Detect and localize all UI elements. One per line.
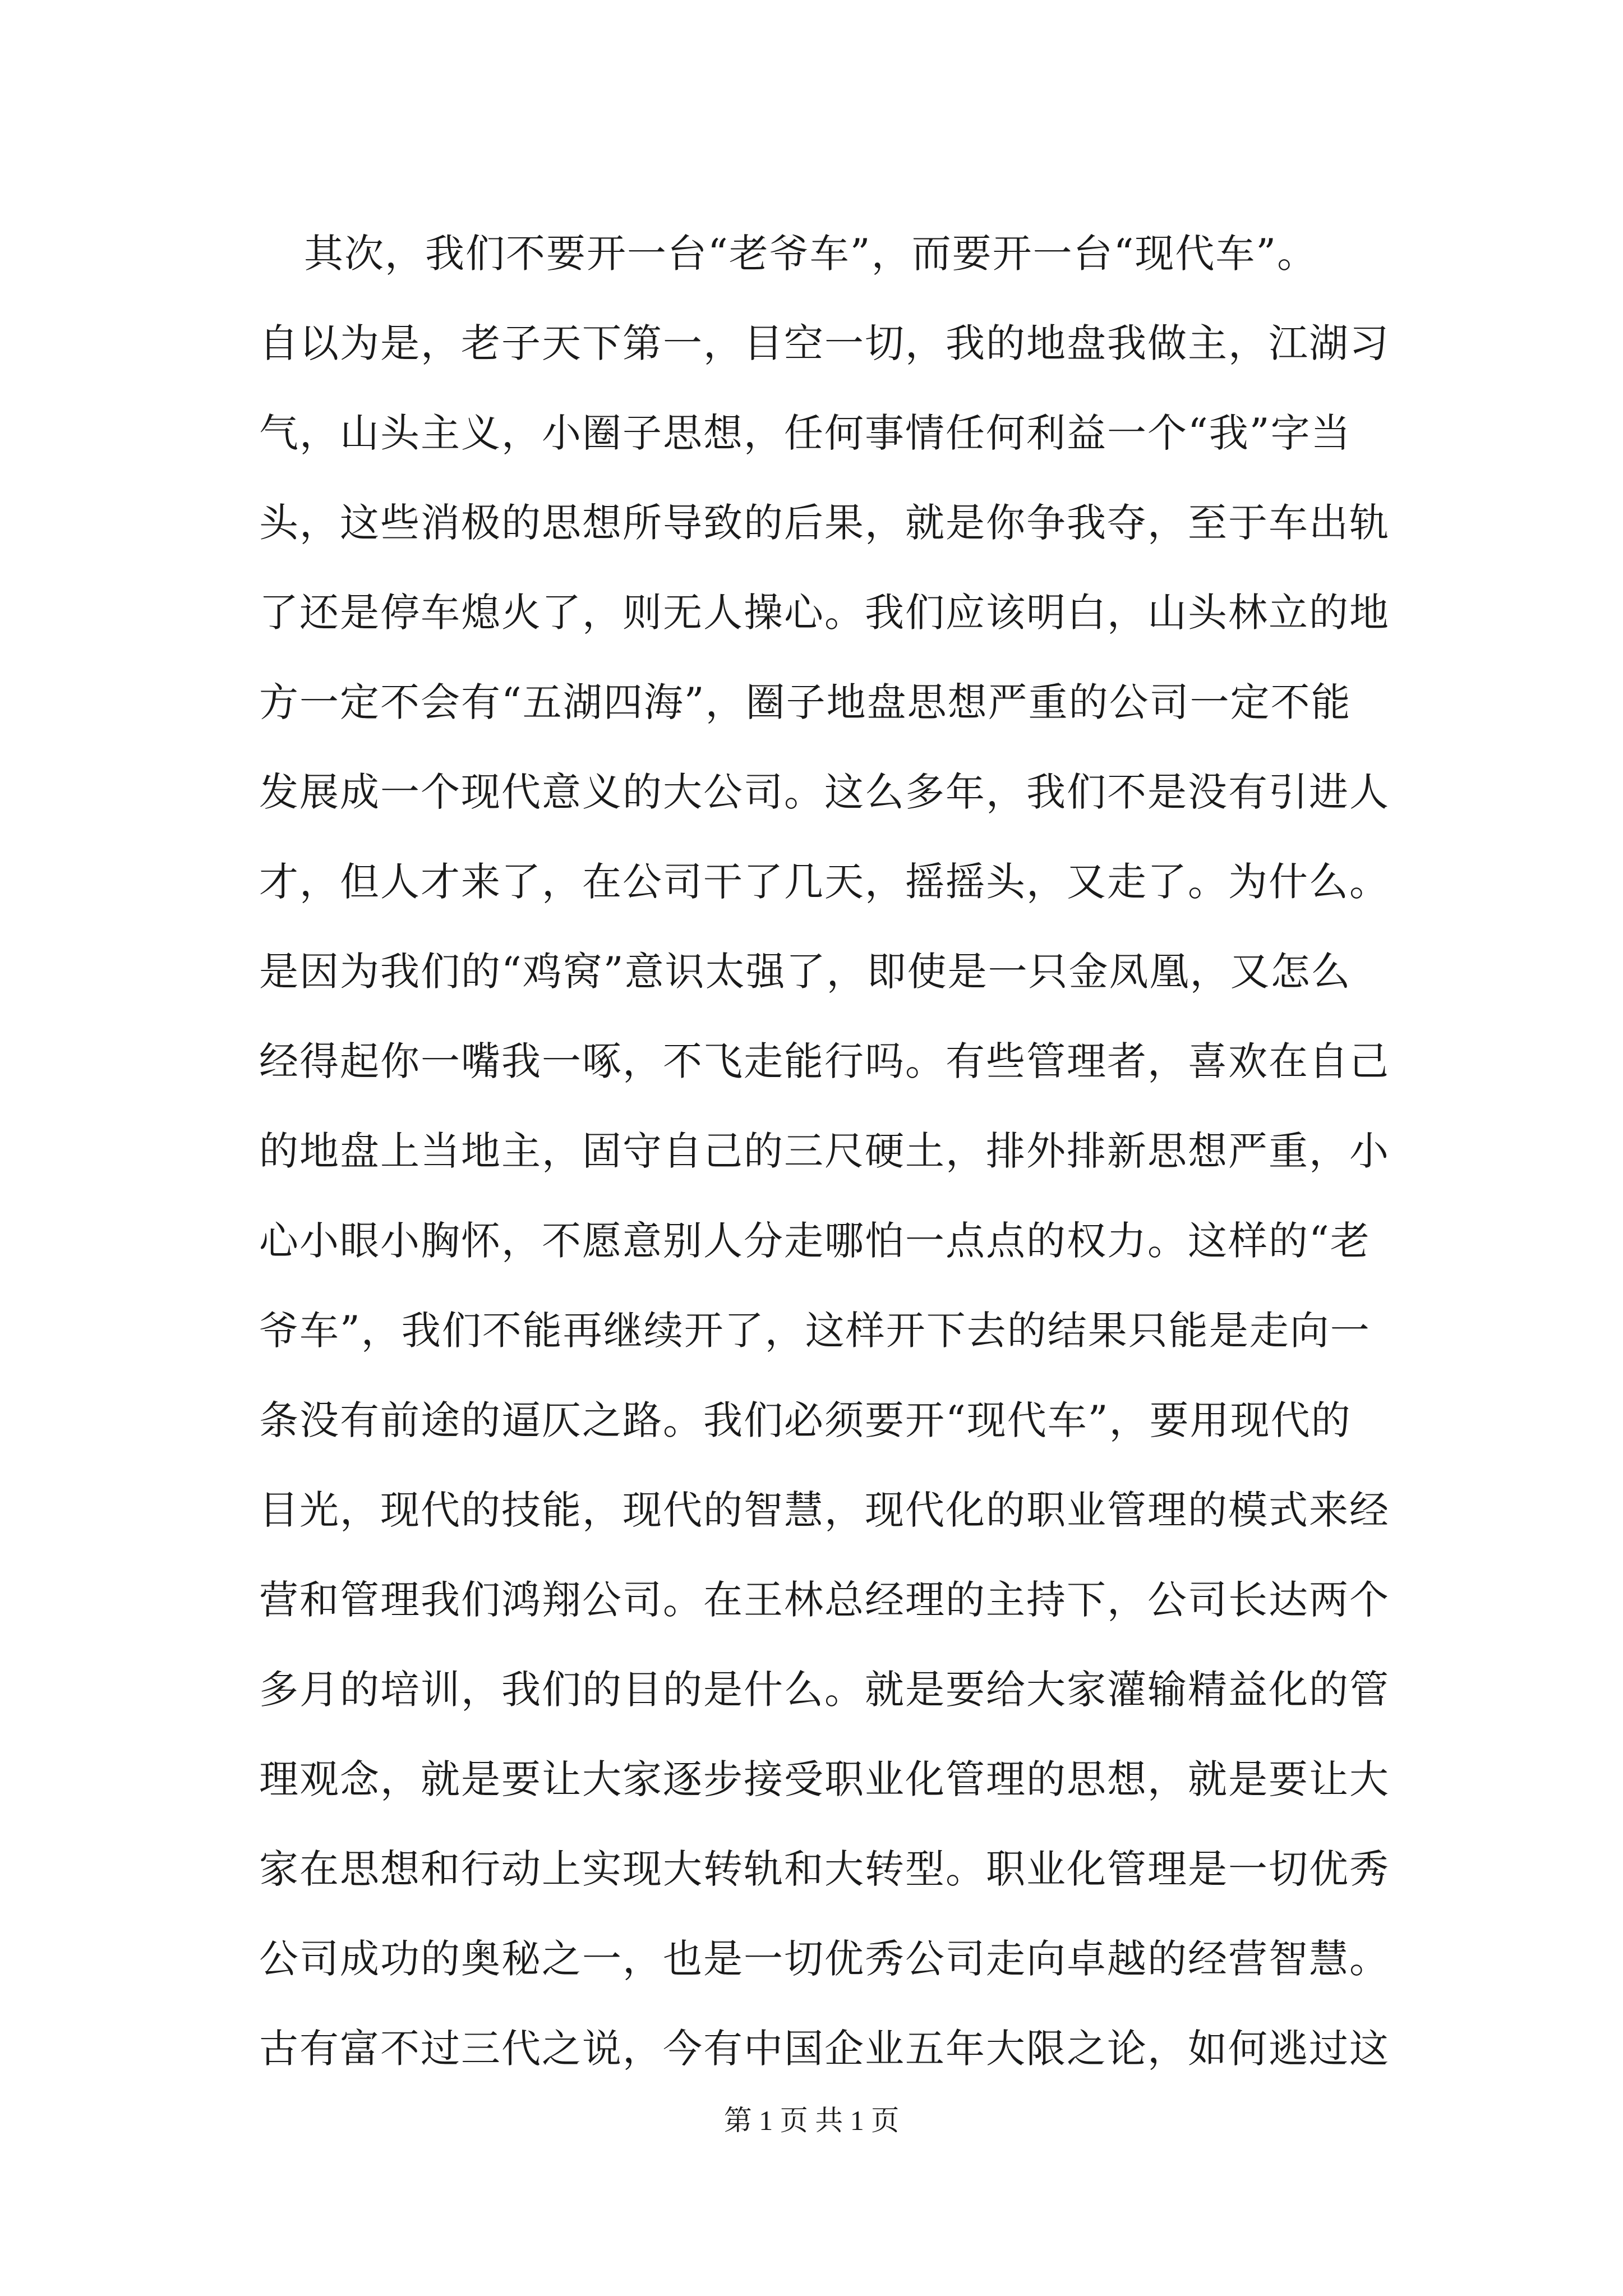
page-number-footer: 第 1 页 共 1 页 (723, 2105, 900, 2136)
text-line: 才，但人才来了，在公司干了几天，摇摇头，又走了。为什么。 (259, 859, 1390, 905)
text-line: 自以为是，老子天下第一，目空一切，我的地盘我做主，江湖习 (259, 320, 1390, 366)
text-line: 营和管理我们鸿翔公司。在王林总经理的主持下，公司长达两个 (259, 1577, 1390, 1623)
text-line: 古有富不过三代之说，今有中国企业五年大限之论，如何逃过这 (259, 2026, 1390, 2072)
text-line: 家在思想和行动上实现大转轨和大转型。职业化管理是一切优秀 (259, 1846, 1390, 1892)
text-line: 理观念，就是要让大家逐步接受职业化管理的思想，就是要让大 (259, 1756, 1390, 1802)
text-line: 了还是停车熄火了，则无人操心。我们应该明白，山头林立的地 (259, 590, 1390, 636)
text-line: 经得起你一嘴我一啄，不飞走能行吗。有些管理者，喜欢在自己 (259, 1038, 1390, 1084)
text-line: 发展成一个现代意义的大公司。这么多年，我们不是没有引进人 (259, 769, 1390, 815)
text-line: 目光，现代的技能，现代的智慧，现代化的职业管理的模式来经 (259, 1487, 1390, 1533)
text-line: 多月的培训，我们的目的是什么。就是要给大家灌输精益化的管 (259, 1667, 1390, 1713)
text-line: 气，山头主义，小圈子思想，任何事情任何利益一个“我”字当 (259, 410, 1352, 456)
text-line: 方一定不会有“五湖四海”，圈子地盘思想严重的公司一定不能 (259, 679, 1352, 725)
text-line: 条没有前途的逼仄之路。我们必须要开“现代车”，要用现代的 (259, 1397, 1352, 1443)
text-line: 心小眼小胸怀，不愿意别人分走哪怕一点点的权力。这样的“老 (259, 1218, 1371, 1264)
text-line: 的地盘上当地主，固守自己的三尺硬土，排外排新思想严重，小 (259, 1128, 1390, 1174)
text-line: 公司成功的奥秘之一，也是一切优秀公司走向卓越的经营智慧。 (259, 1936, 1390, 1982)
text-line: 其次，我们不要开一台“老爷车”，而要开一台“现代车”。 (304, 231, 1318, 277)
text-line: 是因为我们的“鸡窝”意识太强了，即使是一只金凤凰，又怎么 (259, 949, 1352, 995)
text-line: 头，这些消极的思想所导致的后果，就是你争我夺，至于车出轨 (259, 500, 1390, 546)
text-line: 爷车”，我们不能再继续开了，这样开下去的结果只能是走向一 (259, 1308, 1371, 1354)
